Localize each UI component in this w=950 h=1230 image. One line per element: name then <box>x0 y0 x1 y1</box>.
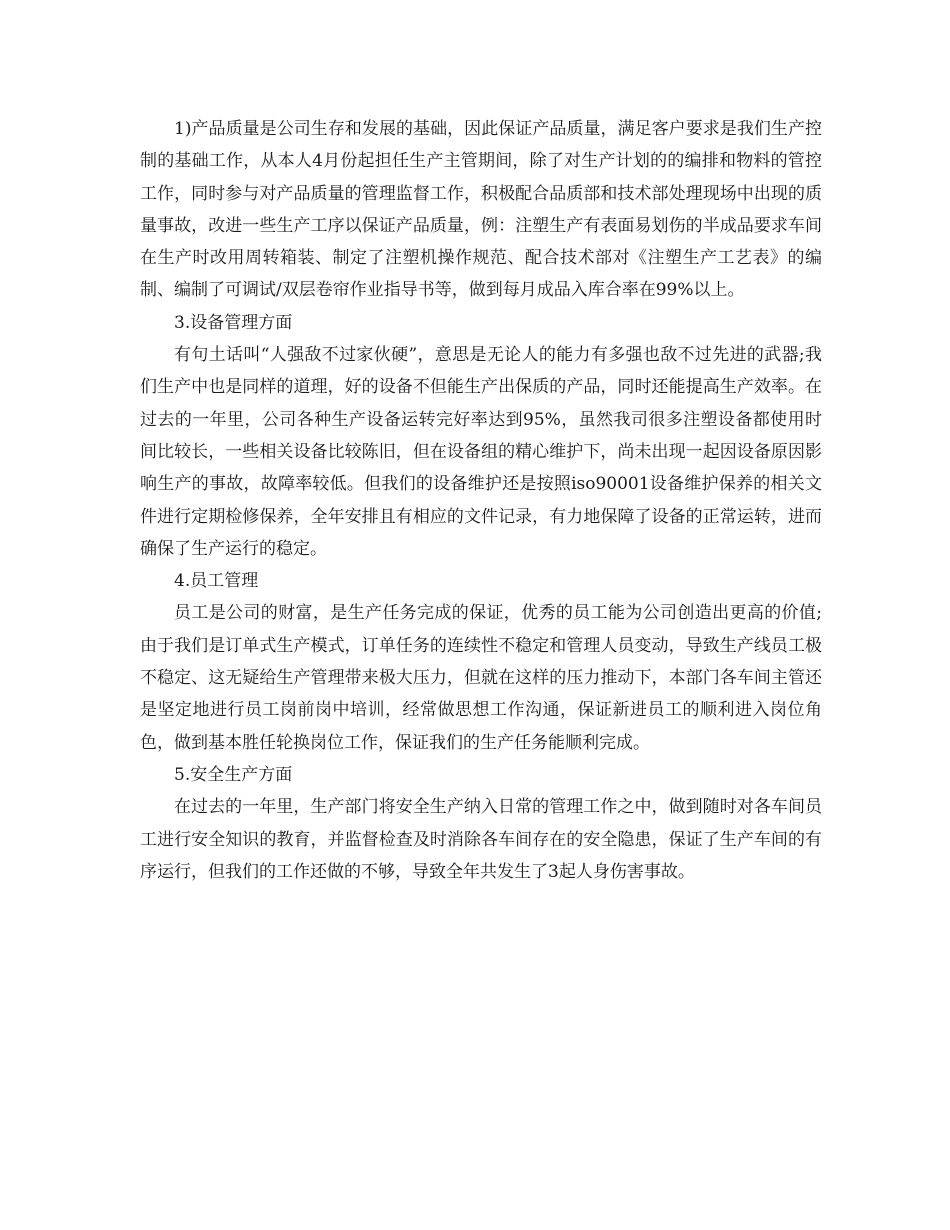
paragraph-staff-management: 员工是公司的财富，是生产任务完成的保证，优秀的员工能为公司创造出更高的价值;由于我们是订单式生产模式，订单任务的连续性不稳定和管理人员变动，导致生产线员工极不稳定、这无疑给生产管理带来极大压力，但就在这样的压力推动下，本部门各车间主管还是坚定地进行员工岗前岗中培训，经常做思想工作沟通，保证新进员工的顺利进入岗位角色，做到基本胜任轮换岗位工作，保证我们的生产任务能顺利完成。 <box>140 603 822 753</box>
heading-staff-management: 4.员工管理 <box>174 571 259 592</box>
paragraph-equipment-management: 有句土话叫“人强敌不过家伙硬”，意思是无论人的能力有多强也敌不过先进的武器;我们生产中也是同样的道理，好的设备不但能生产出保质的产品，同时还能提高生产效率。在过去的一年里，公司各种生产设备运转完好率达到95%，虽然我司很多注塑设备都使用时间比较长，一些相关设备比较陈旧，但在设备组的精心维护下，尚未出现一起因设备原因影响生产的事故，故障率较低。但我们的设备维护还是按照iso90001设备维护保养的相关文件进行定期检修保养，全年安排且有相应的文件记录，有力地保障了设备的正常运转，进而确保了生产运行的稳定。 <box>140 345 822 559</box>
paragraph-safety-production: 在过去的一年里，生产部门将安全生产纳入日常的管理工作之中，做到随时对各车间员工进行安全知识的教育，并监督检查及时消除各车间存在的安全隐患，保证了生产车间的有序运行，但我们的工作还做的不够，导致全年共发生了3起人身伤害事故。 <box>140 797 822 882</box>
heading-equipment-management: 3.设备管理方面 <box>174 312 293 333</box>
heading-safety-production: 5.安全生产方面 <box>174 764 293 785</box>
paragraph-product-quality: 1)产品质量是公司生存和发展的基础，因此保证产品质量，满足客户要求是我们生产控制的基础工作，从本人4月份起担任生产主管期间，除了对生产计划的的编排和物料的管控工作，同时参与对产品质量的管理监督工作，积极配合品质部和技术部处理现场中出现的质量事故，改进一些生产工序以保证产品质量，例：注塑生产有表面易划伤的半成品要求车间在生产时改用周转箱装、制定了注塑机操作规范、配合技术部对《注塑生产工艺表》的编制、编制了可调试/双层卷帘作业指导书等，做到每月成品入库合率在99%以上。 <box>140 119 822 301</box>
document-body <box>140 113 822 888</box>
